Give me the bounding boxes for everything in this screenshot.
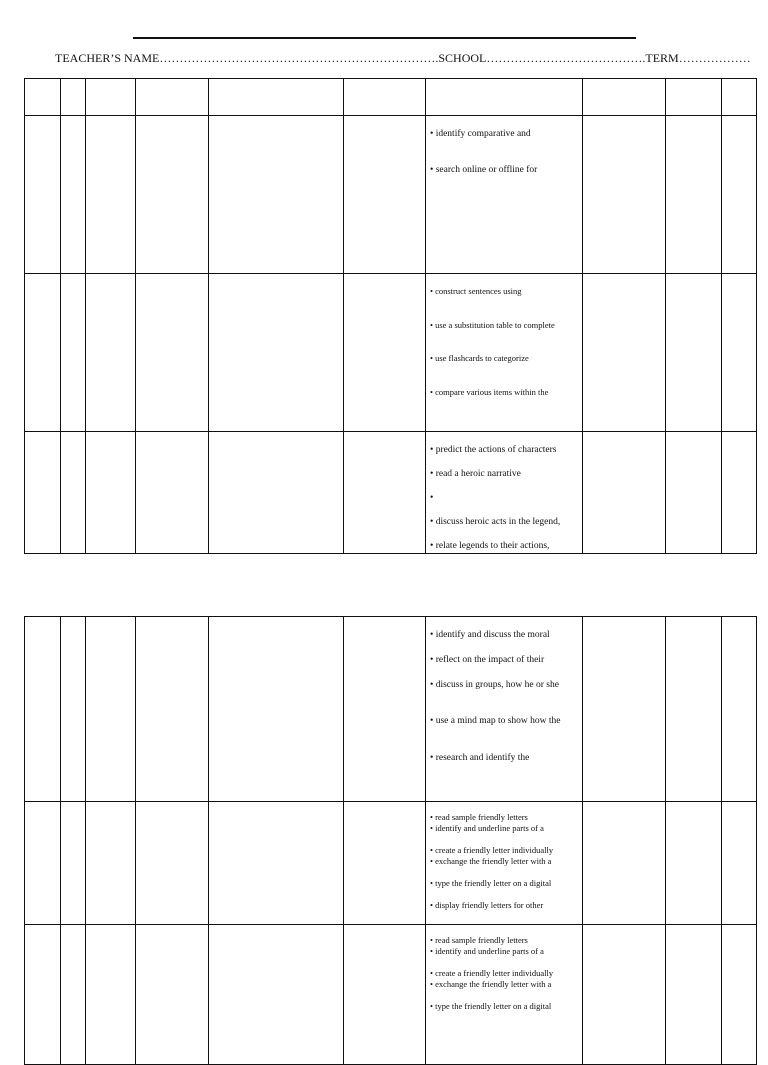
table-row	[25, 79, 757, 116]
cell[interactable]	[136, 802, 209, 925]
cell[interactable]	[25, 79, 61, 116]
bullet-item: • identify comparative and	[430, 129, 531, 139]
teacher-name-field[interactable]: …………………………………………………………….	[159, 51, 439, 65]
bullet-item: • compare various items within the	[430, 387, 549, 397]
cell[interactable]	[344, 925, 426, 1065]
cell[interactable]	[666, 802, 722, 925]
table-row	[25, 617, 757, 802]
bullet-item: • create a friendly letter individually	[430, 968, 554, 978]
cell[interactable]	[86, 802, 136, 925]
bullet-item: • discuss in groups, how he or she	[430, 680, 559, 690]
cell[interactable]	[583, 116, 666, 274]
bullet-item: • construct sentences using	[430, 286, 522, 296]
school-field[interactable]: ………………………………….	[486, 51, 646, 65]
bullet-item: • exchange the friendly letter with a	[430, 979, 552, 989]
cell[interactable]	[666, 617, 722, 802]
bullet-item: • relate legends to their actions,	[430, 541, 550, 551]
cell[interactable]	[209, 274, 344, 432]
cell[interactable]	[209, 432, 344, 554]
bullet-item: • identify and discuss the moral	[430, 630, 550, 640]
cell[interactable]	[136, 274, 209, 432]
bullet-item: • read sample friendly letters	[430, 935, 528, 945]
learning-experiences-cell[interactable]	[426, 802, 583, 925]
scheme-table-2	[24, 616, 757, 1065]
cell[interactable]	[722, 802, 757, 925]
term-field[interactable]: ………………	[678, 51, 751, 65]
cell[interactable]	[344, 432, 426, 554]
bullet-item: • read a heroic narrative	[430, 469, 521, 479]
cell[interactable]	[25, 274, 61, 432]
cell[interactable]	[136, 925, 209, 1065]
cell[interactable]	[722, 116, 757, 274]
cell[interactable]	[136, 617, 209, 802]
cell[interactable]	[25, 925, 61, 1065]
cell[interactable]	[344, 116, 426, 274]
bullet-item: • search online or offline for	[430, 165, 538, 175]
bullet-item: • read sample friendly letters	[430, 812, 528, 822]
cell[interactable]	[209, 79, 344, 116]
cell[interactable]	[722, 79, 757, 116]
cell[interactable]	[25, 617, 61, 802]
cell[interactable]	[722, 432, 757, 554]
cell[interactable]	[61, 432, 86, 554]
cell[interactable]	[61, 925, 86, 1065]
learning-experiences-cell[interactable]	[426, 617, 583, 802]
table-row	[25, 802, 757, 925]
teacher-name-label: TEACHER’S NAME	[55, 51, 160, 65]
scheme-table-1	[24, 78, 757, 554]
cell[interactable]	[722, 925, 757, 1065]
cell[interactable]	[666, 79, 722, 116]
term-label: TERM	[645, 51, 679, 65]
teacher-info-line	[55, 51, 751, 66]
bullet-item: • discuss heroic acts in the legend,	[430, 517, 561, 527]
cell[interactable]	[25, 116, 61, 274]
school-label: SCHOOL	[438, 51, 487, 65]
cell[interactable]	[209, 925, 344, 1065]
cell[interactable]	[666, 274, 722, 432]
title-rule	[133, 37, 636, 39]
bullet-item: • use flashcards to categorize	[430, 353, 529, 363]
bullet-item: • predict the actions of characters	[430, 445, 557, 455]
cell[interactable]	[61, 802, 86, 925]
cell[interactable]	[209, 617, 344, 802]
cell[interactable]	[136, 116, 209, 274]
cell[interactable]	[61, 617, 86, 802]
learning-experiences-cell[interactable]	[426, 432, 583, 554]
cell[interactable]	[61, 79, 86, 116]
cell[interactable]	[86, 79, 136, 116]
cell[interactable]	[426, 79, 583, 116]
bullet-item: • display friendly letters for other	[430, 900, 544, 910]
cell[interactable]	[583, 617, 666, 802]
learning-experiences-cell[interactable]	[426, 925, 583, 1065]
table-row	[25, 925, 757, 1065]
cell[interactable]	[86, 432, 136, 554]
cell[interactable]	[583, 925, 666, 1065]
cell[interactable]	[209, 802, 344, 925]
learning-experiences-cell[interactable]	[426, 274, 583, 432]
bullet-item: • identify and underline parts of a	[430, 946, 544, 956]
bullet-item: •	[430, 493, 434, 503]
cell[interactable]	[86, 116, 136, 274]
cell[interactable]	[61, 116, 86, 274]
cell[interactable]	[136, 79, 209, 116]
cell[interactable]	[344, 802, 426, 925]
bullet-item: • use a mind map to show how the	[430, 716, 561, 726]
bullet-item: • type the friendly letter on a digital	[430, 1001, 552, 1011]
bullet-item: • identify and underline parts of a	[430, 823, 544, 833]
cell[interactable]	[86, 274, 136, 432]
table-row	[25, 116, 757, 274]
cell[interactable]	[344, 617, 426, 802]
cell[interactable]	[86, 925, 136, 1065]
cell[interactable]	[583, 802, 666, 925]
table-row	[25, 432, 757, 554]
cell[interactable]	[344, 79, 426, 116]
cell[interactable]	[25, 432, 61, 554]
cell[interactable]	[25, 802, 61, 925]
cell[interactable]	[722, 617, 757, 802]
cell[interactable]	[136, 432, 209, 554]
bullet-item: • create a friendly letter individually	[430, 845, 554, 855]
bullet-item: • type the friendly letter on a digital	[430, 878, 552, 888]
cell[interactable]	[583, 432, 666, 554]
cell[interactable]	[583, 274, 666, 432]
table-row	[25, 274, 757, 432]
cell[interactable]	[61, 274, 86, 432]
bullet-item: • use a substitution table to complete	[430, 320, 555, 330]
bullet-item: • exchange the friendly letter with a	[430, 856, 552, 866]
cell[interactable]	[666, 432, 722, 554]
cell[interactable]	[666, 925, 722, 1065]
learning-experiences-cell[interactable]	[426, 116, 583, 274]
cell[interactable]	[583, 79, 666, 116]
cell[interactable]	[209, 116, 344, 274]
bullet-item: • research and identify the	[430, 753, 530, 763]
cell[interactable]	[666, 116, 722, 274]
cell[interactable]	[86, 617, 136, 802]
bullet-item: • reflect on the impact of their	[430, 655, 545, 665]
cell[interactable]	[344, 274, 426, 432]
cell[interactable]	[722, 274, 757, 432]
